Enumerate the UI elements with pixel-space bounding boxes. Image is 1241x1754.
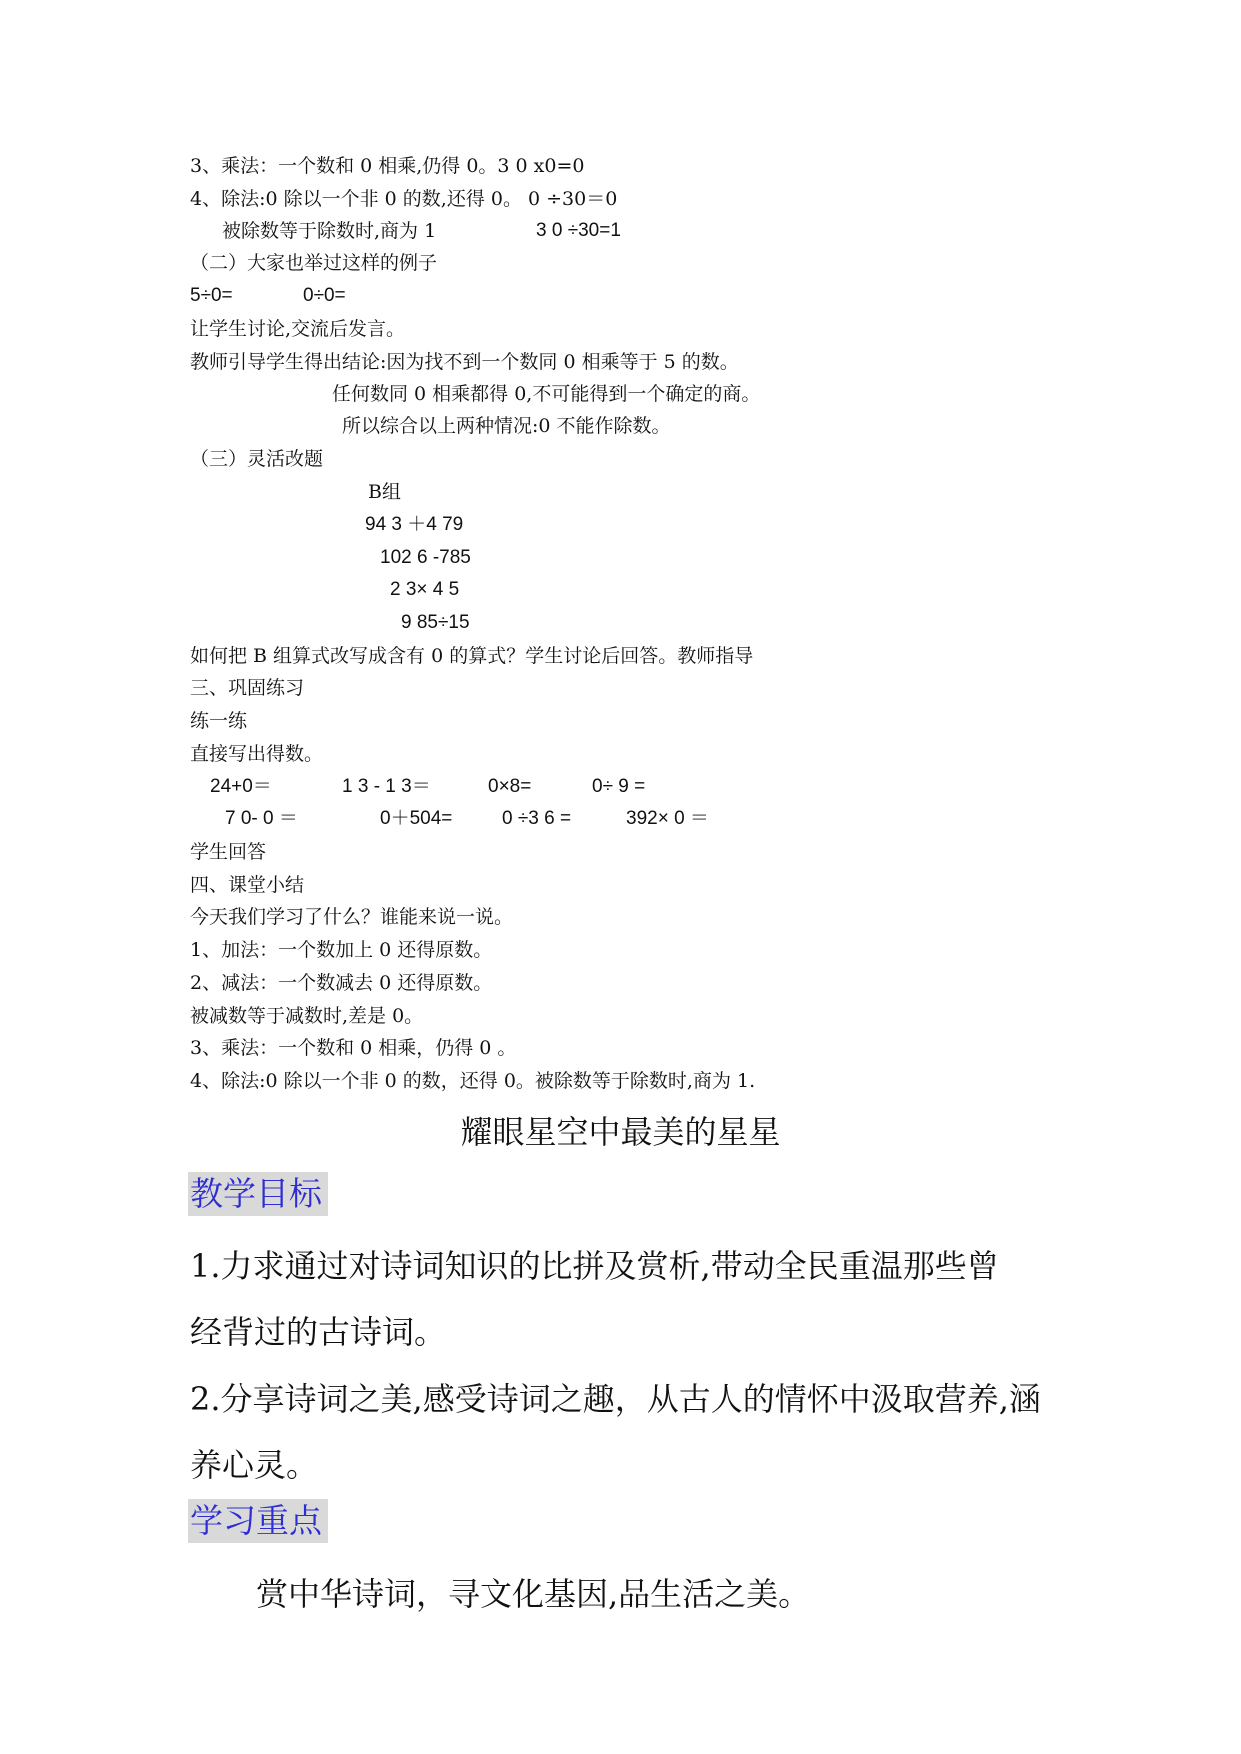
section-heading: （三）灵活改题 xyxy=(190,448,324,470)
goal-text: 1.力求通过对诗词知识的比拼及赏析,带动全民重温那些曾 xyxy=(190,1247,999,1285)
text-line: 3、乘法：一个数和 0 相乘，仍得 0 。 xyxy=(190,1037,517,1059)
goals-heading: 教学目标 xyxy=(188,1172,328,1216)
exercise-item: 1 3 - 1 3＝ xyxy=(342,776,431,797)
goal-text: 2.分享诗词之美,感受诗词之趣，从古人的情怀中汲取营养,涵 xyxy=(190,1380,1041,1418)
text-line: 如何把 B 组算式改写成含有 0 的算式？学生讨论后回答。教师指导 xyxy=(190,645,754,667)
section-heading: 四、课堂小结 xyxy=(190,874,305,896)
text-line: 所以综合以上两种情况:0 不能作除数。 xyxy=(342,415,671,437)
text-line: B组 xyxy=(368,481,401,503)
text-line: 任何数同 0 相乘都得 0,不可能得到一个确定的商。 xyxy=(332,383,761,405)
lesson-title: 耀眼星空中最美的星星 xyxy=(460,1113,781,1151)
focus-heading: 学习重点 xyxy=(188,1499,328,1543)
exercise-item: 0÷ 9 = xyxy=(592,776,646,797)
exercise-item: 392× 0 ＝ xyxy=(626,808,709,829)
text-line: 被除数等于除数时,商为 1 xyxy=(222,220,437,242)
text-line: 94 3 ＋4 79 xyxy=(365,514,464,535)
focus-text: 赏中华诗词，寻文化基因,品生活之美。 xyxy=(256,1575,811,1613)
text-line: 练一练 xyxy=(190,710,248,732)
text-line: 直接写出得数。 xyxy=(190,743,324,765)
text-line: 学生回答 xyxy=(190,841,267,863)
section-heading: （二）大家也举过这样的例子 xyxy=(190,252,438,274)
text-line: 2、减法：一个数减去 0 还得原数。 xyxy=(190,972,493,994)
text-line: 4、除法:0 除以一个非 0 的数,还得 0。 0 ÷30＝0 xyxy=(190,188,618,210)
goal-text: 养心灵。 xyxy=(190,1446,319,1484)
text-line: 102 6 -785 xyxy=(380,547,471,568)
text-line: 被减数等于减数时,差是 0。 xyxy=(190,1005,424,1027)
section-heading: 三、巩固练习 xyxy=(190,677,305,699)
text-line: 1、加法：一个数加上 0 还得原数。 xyxy=(190,939,493,961)
text-line: 3、乘法：一个数和 0 相乘,仍得 0。3 0 x0=0 xyxy=(190,155,585,177)
text-line: 9 85÷15 xyxy=(401,612,470,633)
text-line: 3 0 ÷30=1 xyxy=(536,220,621,241)
text-line: 教师引导学生得出结论:因为找不到一个数同 0 相乘等于 5 的数。 xyxy=(190,351,739,373)
text-line: 今天我们学习了什么？谁能来说一说。 xyxy=(190,906,514,928)
goal-text: 经背过的古诗词。 xyxy=(190,1313,447,1351)
exercise-item: 24+0＝ xyxy=(210,776,272,797)
text-line: 2 3× 4 5 xyxy=(390,579,460,600)
text-line: 0÷0= xyxy=(303,285,346,306)
exercise-item: 0 ÷3 6 = xyxy=(502,808,572,829)
exercise-item: 7 0- 0 ＝ xyxy=(225,808,298,829)
text-line: 4、除法:0 除以一个非 0 的数，还得 0。被除数等于除数时,商为 1. xyxy=(190,1070,756,1092)
text-line: 让学生讨论,交流后发言。 xyxy=(190,318,406,340)
exercise-item: 0×8= xyxy=(488,776,532,797)
exercise-item: 0＋504= xyxy=(380,808,453,829)
text-line: 5÷0= xyxy=(190,285,233,306)
